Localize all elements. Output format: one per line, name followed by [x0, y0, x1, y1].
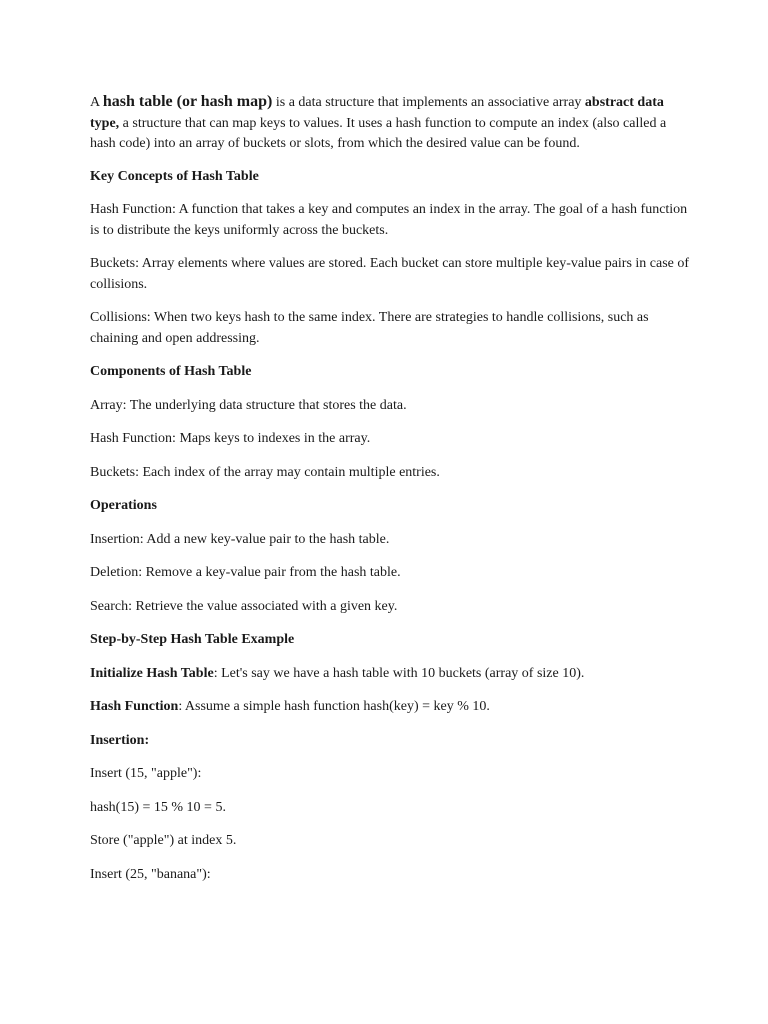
operation-deletion: Deletion: Remove a key-value pair from the hash table.: [90, 565, 401, 580]
operation-insertion: Insertion: Add a new key-value pair to the hash table.: [90, 531, 390, 547]
operations-heading: Operations: [90, 498, 157, 513]
component-hash-function: Hash Function: Maps keys to indexes in the array.: [90, 431, 371, 446]
component-buckets: Buckets: Each index of the array may contain multiple entries.: [90, 464, 440, 480]
example-hash-function-text: : Assume a simple hash function hash(key) = key % 10.: [178, 699, 490, 714]
example-step-insert-25: Insert (25, "banana"):: [90, 866, 211, 882]
component-array: Array: The underlying data structure that stores the data.: [90, 397, 407, 413]
key-concept-buckets: Buckets: Array elements where values are stored. Each bucket can store multiple key-value pairs in case of collisions.: [90, 256, 690, 292]
example-step-hash-15: hash(15) = 15 % 10 = 5.: [90, 799, 226, 815]
example-step-insert-15: Insert (15, "apple"):: [90, 766, 202, 781]
example-heading: Step-by-Step Hash Table Example: [90, 632, 295, 647]
intro-term: hash table (or hash map): [102, 93, 273, 110]
intro-bold-phrase: abstract data type,: [90, 95, 664, 131]
document-body: [90, 92, 690, 898]
components-heading: Components of Hash Table: [90, 364, 252, 379]
key-concept-hash-function: Hash Function: A function that takes a key and computes an index in the array. The goal of a hash function is to distribute the keys uniformly across the buckets.: [90, 202, 688, 238]
example-hash-function-label: Hash Function: [90, 699, 179, 714]
intro-text-middle: is a data structure that implements an associative array: [272, 95, 585, 110]
example-hash-function: [90, 697, 690, 718]
example-initialize-text: : Let's say we have a hash table with 10 buckets (array of size 10).: [213, 665, 585, 681]
example-step-store-apple: Store ("apple") at index 5.: [90, 833, 237, 848]
key-concepts-heading: Key Concepts of Hash Table: [90, 168, 259, 184]
insertion-heading: Insertion:: [90, 732, 150, 748]
intro-text-end: a structure that can map keys to values. It uses a hash function to compute an index (also called a hash code) into an array of buckets or slots, from which the desired value can be found.: [90, 115, 667, 151]
example-initialize: [90, 664, 690, 685]
operation-search: Search: Retrieve the value associated with a given key.: [90, 598, 398, 614]
intro-paragraph: [90, 92, 690, 155]
example-initialize-label: Initialize Hash Table: [90, 665, 214, 681]
intro-text-start: A: [90, 95, 103, 110]
key-concept-collisions: Collisions: When two keys hash to the same index. There are strategies to handle collisions, such as chaining and open addressing.: [90, 310, 649, 346]
